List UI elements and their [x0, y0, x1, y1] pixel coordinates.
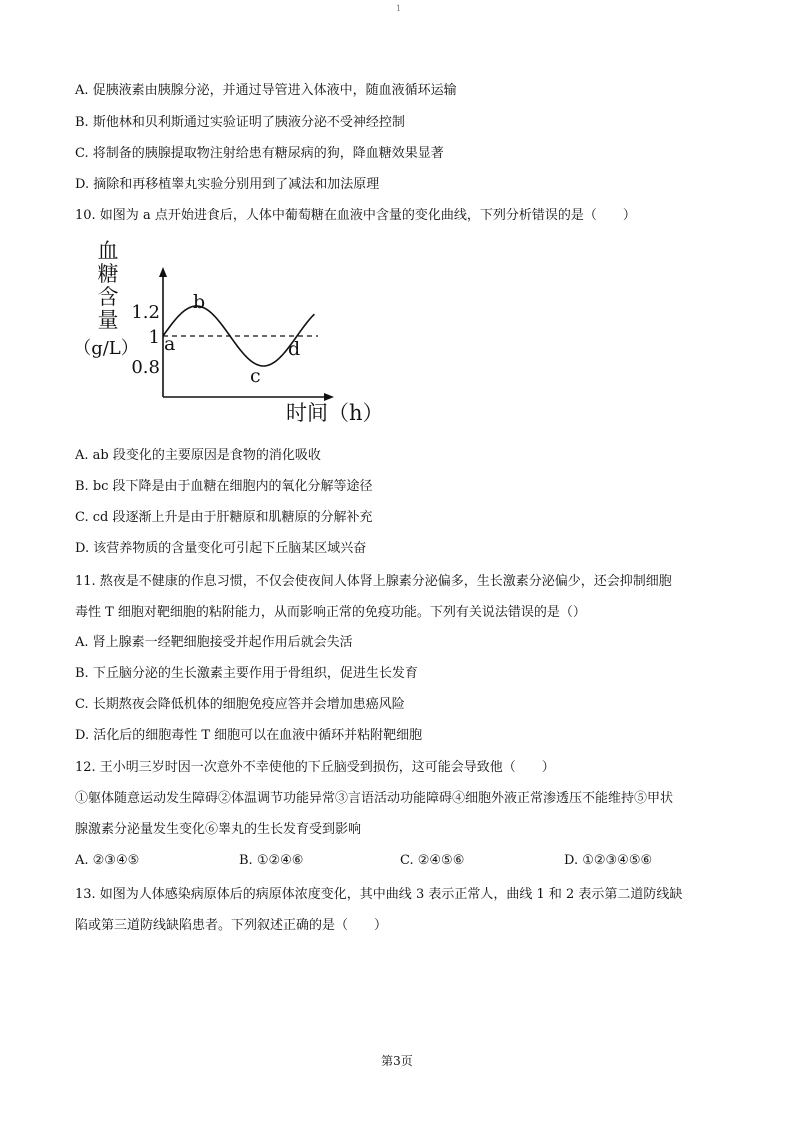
- x-axis-title: 时间（h）: [286, 401, 384, 425]
- q12-options: [75, 853, 715, 871]
- q10-stem: 10. 如图为 a 点开始进食后，人体中葡萄糖在血液中含量的变化曲线，下列分析错误的是（ ）: [75, 208, 636, 223]
- q12-items: [75, 783, 715, 845]
- q10-option-a: A. ab 段变化的主要原因是食物的消化吸收: [75, 448, 321, 463]
- ylabel-char-2: 糖: [97, 262, 119, 286]
- point-label-a: a: [164, 333, 176, 355]
- q12-items-line-2: 腺激素分泌量发生变化⑥睾丸的生长发育受到影响: [75, 822, 362, 837]
- q12-items-line-1: ①躯体随意运动发生障碍②体温调节功能异常③言语活动功能障碍④细胞外液正常渗透压不能维持⑤甲状: [75, 791, 674, 806]
- q13-stem: [75, 879, 715, 941]
- q11-option-c: C. 长期熬夜会降低机体的细胞免疫应答并会增加患癌风险: [75, 697, 405, 712]
- y-axis-title: [98, 239, 119, 332]
- point-label-c: c: [250, 365, 261, 387]
- ylabel-char-1: 血: [97, 239, 119, 263]
- q12-option-a: A. ②③④⑤: [75, 853, 140, 868]
- q11-option-b: B. 下丘脑分泌的生长激素主要作用于骨组织，促进生长发育: [75, 666, 418, 681]
- point-label-b: b: [193, 291, 206, 313]
- q12-option-b: B. ①②④⑥: [239, 853, 304, 868]
- q11-stem: [75, 566, 715, 628]
- q10-option-b: B. bc 段下降是由于血糖在细胞内的氧化分解等途径: [75, 479, 373, 494]
- y-unit-label: （g/L）: [73, 338, 139, 359]
- q12-stem: 12. 王小明三岁时因一次意外不幸使他的下丘脑受到损伤，这可能会导致他（ ）: [75, 760, 555, 775]
- ylabel-char-4: 量: [97, 308, 119, 332]
- tick-label-1-2: 1.2: [131, 302, 160, 323]
- q13-stem-line-2: 陷或第三道防线缺陷患者。下列叙述正确的是（ ）: [75, 918, 388, 933]
- y-axis-arrow: [159, 267, 167, 277]
- q13-stem-line-1: 13. 如图为人体感染病原体后的病原体浓度变化，其中曲线 3 表示正常人，曲线 1 和 2 表示第二道防线缺: [75, 887, 683, 902]
- page-top-mark: 1: [396, 4, 402, 13]
- page-number: 第3页: [381, 1054, 413, 1068]
- q9-option-a: A. 促胰液素由胰腺分泌，并通过导管进入体液中，随血液循环运输: [75, 83, 457, 98]
- q9-option-c: C. 将制备的胰腺提取物注射给患有糖尿病的狗，降血糖效果显著: [75, 146, 444, 161]
- tick-label-0-8: 0.8: [131, 357, 160, 378]
- q11-stem-line-1: 11. 熬夜是不健康的作息习惯，不仅会使夜间人体肾上腺素分泌偏多，生长激素分泌偏少，还会抑制细胞: [75, 574, 672, 589]
- q10-option-c: C. cd 段逐渐上升是由于肝糖原和肌糖原的分解补充: [75, 510, 373, 525]
- q9-option-b: B. 斯他林和贝利斯通过实验证明了胰液分泌不受神经控制: [75, 115, 405, 130]
- q11-stem-line-2: 毒性 T 细胞对靶细胞的粘附能力，从而影响正常的免疫功能。下列有关说法错误的是（）: [75, 605, 586, 620]
- q11-option-a: A. 肾上腺素一经靶细胞接受并起作用后就会失活: [75, 635, 353, 650]
- q12-option-d: D. ①②③④⑤⑥: [564, 853, 653, 868]
- q9-option-d: D. 摘除和再移植睾丸实验分别用到了减法和加法原理: [75, 177, 380, 192]
- q10-option-d: D. 该营养物质的含量变化可引起下丘脑某区域兴奋: [75, 541, 367, 556]
- tick-label-1: 1: [148, 327, 160, 348]
- ylabel-char-3: 含: [97, 285, 119, 309]
- point-label-d: d: [288, 338, 301, 360]
- q12-option-c: C. ②④⑤⑥: [400, 853, 465, 868]
- blood-glucose-chart: [60, 235, 400, 430]
- q11-option-d: D. 活化后的细胞毒性 T 细胞可以在血液中循环并粘附靶细胞: [75, 728, 423, 743]
- x-axis-arrow: [324, 393, 334, 401]
